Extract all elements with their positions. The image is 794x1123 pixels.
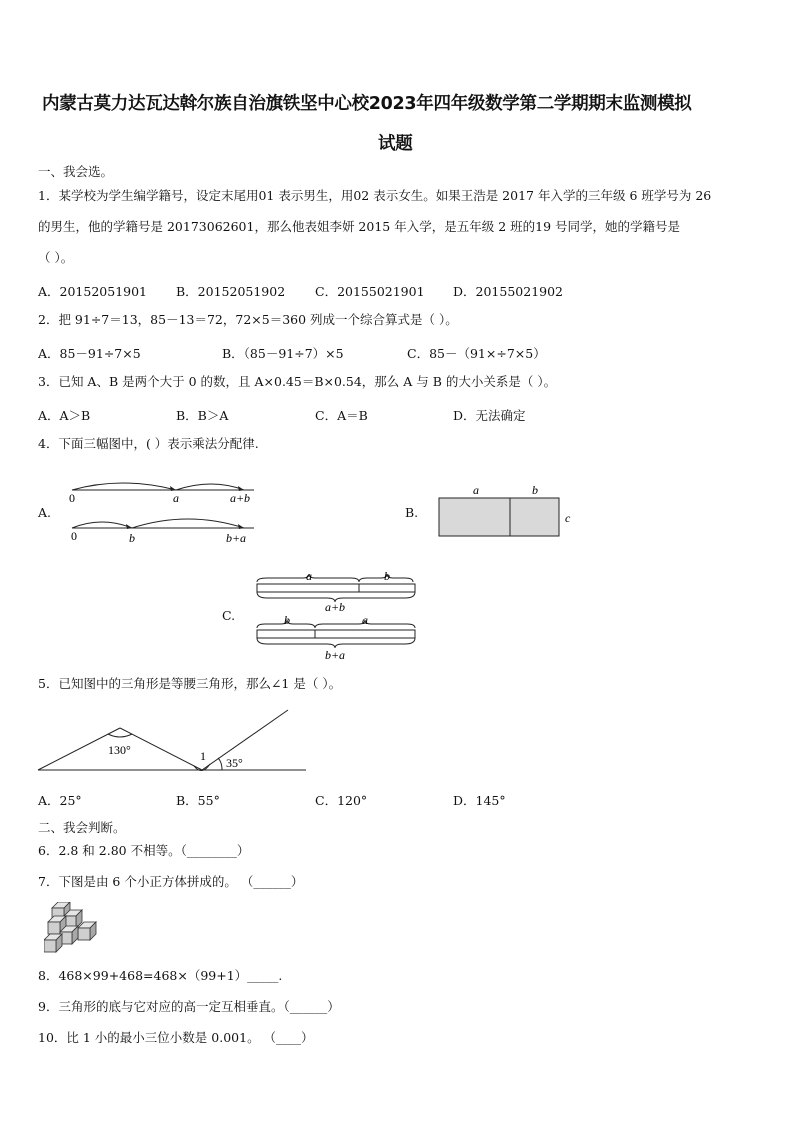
q2-stem: 2．把 91÷7＝13，85－13＝72，72×5＝360 列成一个综合算式是（ ）。	[38, 312, 458, 327]
q6-stem: 6．2.8 和 2.80 不相等。（________）	[38, 843, 250, 858]
q3-option-b[interactable]: B．B＞A	[176, 408, 229, 423]
q10-stem: 10．比 1 小的最小三位小数是 0.001。 （____）	[38, 1030, 314, 1045]
fig-c-bottom-label-a: a	[362, 613, 368, 627]
q5-stem: 5．已知图中的三角形是等腰三角形，那么∠1 是（ ）。	[38, 676, 342, 691]
section-heading-judge: 二、我会判断。	[38, 820, 126, 835]
q7-stem: 7．下图是由 6 个小正方体拼成的。 （______）	[38, 874, 304, 889]
fig-a-top-label-0: 0	[69, 491, 75, 505]
q1-stem-line2: 的男生，他的学籍号是 20173062601，那么他表姐李妍 2015 年入学，是五年级 2 班的19 号同学，她的学籍号是	[38, 219, 680, 234]
q2-option-a[interactable]: A．85－91÷7×5	[38, 346, 141, 361]
fig-c-top-label-a: a	[306, 569, 312, 583]
fig-a-bottom-label-0: 0	[71, 529, 77, 543]
fig-b-label-c: c	[565, 511, 571, 525]
fig-c-top-total: a+b	[324, 600, 346, 614]
fig-b-label-a: a	[473, 483, 479, 497]
q4-option-c-label[interactable]: C.	[222, 608, 236, 623]
q5-angle-35: 35°	[226, 756, 243, 770]
q5-angle-1: 1	[200, 749, 206, 763]
q8-stem: 8．468×99+468=468×（99+1）_____.	[38, 968, 283, 983]
q3-option-c[interactable]: C．A＝B	[315, 408, 368, 423]
q2-option-b[interactable]: B．（85－91÷7）×5	[222, 346, 344, 361]
section-heading-choice: 一、我会选。	[38, 164, 114, 179]
fig-a-bottom-label-b: b	[129, 531, 135, 545]
fig-c-bottom-label-b: b	[284, 613, 290, 627]
q1-option-b[interactable]: B．20152051902	[176, 284, 286, 299]
page-title-line1: 内蒙古莫力达瓦达斡尔族自治旗铁坚中心校2023年四年级数学第二学期期末监测模拟	[42, 94, 692, 114]
q2-option-c[interactable]: C．85－（91×÷7×5）	[407, 346, 546, 361]
q5-option-b[interactable]: B．55°	[176, 793, 220, 808]
q1-option-c[interactable]: C．20155021901	[315, 284, 425, 299]
q5-angle-130: 130°	[108, 743, 131, 757]
q3-stem: 3．已知 A、B 是两个大于 0 的数，且 A×0.45＝B×0.54，那么 A 与 B 的大小关系是（ ）。	[38, 374, 557, 389]
q4-figure-c-strips	[253, 566, 421, 666]
q4-figure-b-rectangle	[436, 482, 576, 542]
q3-option-d[interactable]: D．无法确定	[453, 408, 526, 423]
q1-stem-line1: 1．某学校为学生编学籍号，设定末尾用01 表示男生，用02 表示女生。如果王浩是 2017 年入学的三年级 6 班学号为 26	[38, 188, 712, 203]
q7-cubes-figure	[44, 902, 100, 956]
q5-triangle-figure	[36, 706, 312, 776]
q4-option-b-label[interactable]: B.	[405, 505, 419, 520]
fig-a-top-label-ab: a+b	[229, 491, 251, 505]
q4-option-a-label[interactable]: A.	[38, 505, 52, 520]
q4-figure-a-number-lines	[62, 474, 262, 550]
q9-stem: 9．三角形的底与它对应的高一定互相垂直。（______）	[38, 999, 340, 1014]
q1-option-a[interactable]: A．20152051901	[38, 284, 148, 299]
q1-stem-line3: （ ）。	[38, 250, 74, 265]
q3-option-a[interactable]: A．A＞B	[38, 408, 91, 423]
fig-c-top-label-b: b	[384, 569, 390, 583]
q5-option-a[interactable]: A．25°	[38, 793, 82, 808]
q5-option-d[interactable]: D．145°	[453, 793, 506, 808]
q5-option-c[interactable]: C．120°	[315, 793, 368, 808]
fig-c-bottom-total: b+a	[324, 648, 346, 662]
page-title-line2: 试题	[378, 134, 413, 154]
fig-a-bottom-label-ba: b+a	[225, 531, 247, 545]
fig-b-label-b: b	[532, 483, 538, 497]
q4-stem: 4．下面三幅图中，( ）表示乘法分配律.	[38, 436, 259, 451]
q1-option-d[interactable]: D．20155021902	[453, 284, 564, 299]
fig-a-top-label-a: a	[173, 491, 179, 505]
